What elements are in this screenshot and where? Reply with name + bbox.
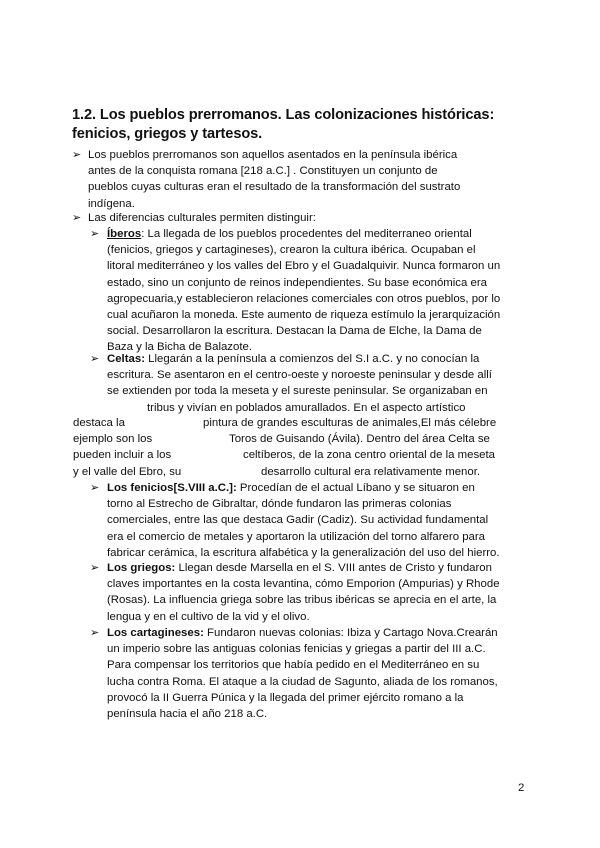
subbullet-fenicios xyxy=(90,480,532,561)
text-line: (Rosas). La influencia griega sobre las tribus ibéricas se aprecia en el arte, la xyxy=(107,594,497,607)
arrow-bullet-icon: ➢ xyxy=(90,627,100,639)
arrow-bullet-icon: ➢ xyxy=(90,562,100,574)
text-line: celtíberos, de la zona centro oriental de la meseta xyxy=(243,449,496,462)
text-line: Para compensar los territorios que había pedido en el Mediterráneo en su xyxy=(107,659,480,672)
text-line: lucha contra Roma. El ataque a la ciudad de Sagunto, aliada de los romanos, xyxy=(107,675,498,688)
text-line: cual acuñaron la moneda. Este aumento de riqueza estímulo la jerarquización xyxy=(107,309,501,322)
text-line: antes de la conquista romana [218 a.C.] . Constituyen un conjunto de xyxy=(88,165,438,178)
text-line: pintura de grandes esculturas de animales,El más célebre xyxy=(203,417,497,429)
text-line: (fenicios, griegos y cartagineses), crearon la cultura ibérica. Ocupaban el xyxy=(107,244,476,257)
arrow-bullet-icon: ➢ xyxy=(90,353,100,365)
text-line: litoral mediterráneo y los valles del Ebro y el Guadalquivir. Nunca formaron un xyxy=(107,260,501,273)
arrow-bullet-icon: ➢ xyxy=(90,482,100,494)
arrow-bullet-icon: ➢ xyxy=(72,149,82,161)
text-line: fabricar cerámica, la escritura alfabética y la generalización del uso del hierro. xyxy=(107,546,500,559)
text-line: Baza y la Bicha de Balazote. xyxy=(107,341,253,354)
subbullet-cartagineses xyxy=(90,625,532,722)
text-line: pueblos cuyas culturas eran el resultado de la transformación del sustrato xyxy=(88,181,461,194)
text-line: pueden incluir a los xyxy=(73,449,172,462)
text-line: tribus y vivían en poblados amurallados. En el aspecto artístico xyxy=(147,401,466,414)
text-line: Los pueblos prerromanos son aquellos asentados en la península ibérica xyxy=(88,149,458,161)
text-line: ejemplo son los xyxy=(73,433,153,446)
text-line: escritura. Se asentaron en el centro-oeste y noroeste peninsular y desde allí xyxy=(107,369,492,382)
text-line: : La llegada de los pueblos procedentes del mediterraneo oriental xyxy=(141,228,472,240)
text-line: Procedían de el actual Líbano y se situaron en xyxy=(236,482,475,494)
section-title: 1.2. Los pueblos prerromanos. Las colonizaciones históricas: fenicios, griegos y tartesos. xyxy=(72,107,495,142)
page-number: 2 xyxy=(518,782,525,794)
text-line: destaca la xyxy=(73,417,125,429)
text-line: provocó la II Guerra Púnica y la llegada del primer ejército romano a la xyxy=(107,691,464,704)
arrow-bullet-icon: ➢ xyxy=(90,228,100,240)
text-line: un imperio sobre las antiguas colonias fenicias y griegas a partir del III a.C. xyxy=(107,643,486,656)
text-line: agropecuaria,y establecieron relaciones comerciales con otros pueblos, por lo xyxy=(107,292,501,305)
subbullet-griegos xyxy=(90,560,532,625)
text-line: Fundaron nuevas colonias: Ibiza y Cartago Nova.Crearán xyxy=(203,627,498,639)
text-line: Toros de Guisando (Ávila). Dentro del área Celta se xyxy=(229,433,490,446)
text-line: estado, sino un conjunto de reinos independientes. Su base económica era xyxy=(107,276,487,289)
text-line: Las diferencias culturales permiten distinguir: xyxy=(88,212,316,224)
text-line: desarrollo cultural era relativamente menor. xyxy=(261,465,481,478)
celtas-wide-lines xyxy=(73,415,543,480)
text-line: se extienden por toda la meseta y el sureste peninsular. Se organizaban en xyxy=(107,385,488,398)
label-celtas: Celtas: xyxy=(107,353,145,365)
text-line: torno al Estrecho de Gibraltar, dónde fundaron las primeras colonias xyxy=(107,498,452,511)
subbullet-iberos xyxy=(90,226,532,356)
subbullet-celtas xyxy=(90,351,532,416)
text-line: península hacia el año 218 a.C. xyxy=(107,708,268,721)
text-line: Llegan desde Marsella en el S. VIII antes de Cristo y fundaron xyxy=(175,562,492,574)
text-line: comerciales, entre las que destaca Gadir (Cadiz). Su actividad fundamental xyxy=(107,514,489,527)
text-line: Llegarán a la península a comienzos del S.I a.C. y no conocían la xyxy=(144,353,480,365)
arrow-bullet-icon: ➢ xyxy=(72,212,82,224)
text-line: lengua y en el cultivo de la vid y el olivo. xyxy=(107,610,310,623)
label-cartagineses: Los cartagineses: xyxy=(107,627,204,639)
label-iberos: Íberos xyxy=(107,228,142,240)
bullet-prerromanos xyxy=(72,147,532,212)
text-line: claves importantes en la costa levantina, cómo Emporion (Ampurias) y Rhode xyxy=(107,578,500,591)
text-line: indígena. xyxy=(88,197,135,210)
label-fenicios: Los fenicios[S.VIII a.C.]: xyxy=(107,482,237,494)
bullet-diferencias xyxy=(72,210,532,226)
text-line: y el valle del Ebro, su xyxy=(73,465,182,478)
label-griegos: Los griegos: xyxy=(107,562,176,574)
text-line: social. Desarrollaron la escritura. Destacan la Dama de Elche, la Dama de xyxy=(107,325,482,338)
text-line: era el comercio de metales y aportaron la utilización del torno alfarero para xyxy=(107,530,485,543)
